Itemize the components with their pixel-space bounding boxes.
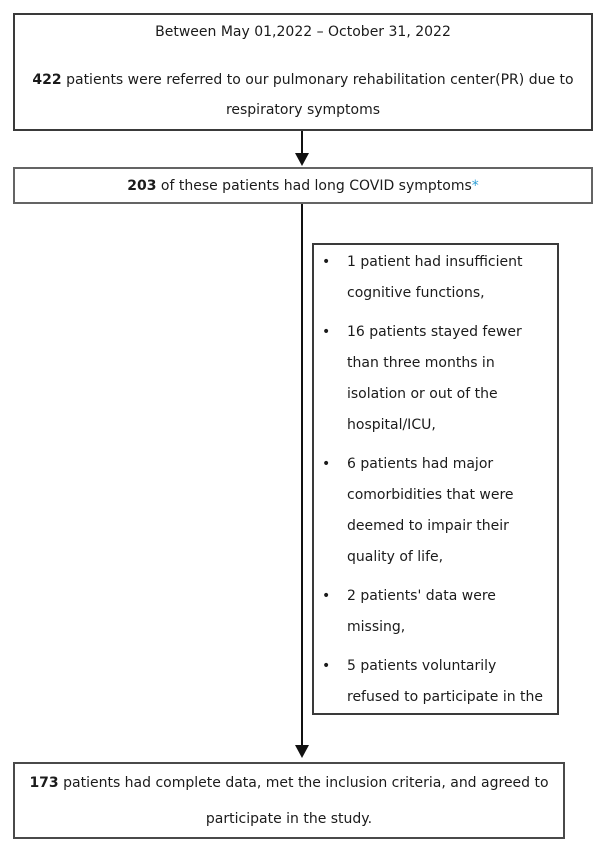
long-covid-box <box>13 167 593 204</box>
exclusion-item <box>314 651 549 713</box>
included-count: 173 <box>29 775 59 791</box>
bullet-icon: • <box>322 588 331 604</box>
exclusion-item <box>314 247 549 309</box>
date-range-text: Between May 01,2022 – October 31, 2022 <box>155 24 451 40</box>
bullet-icon: • <box>322 658 331 674</box>
exclusion-item-text: 1 patient had insufficient cognitive functions, <box>347 254 523 301</box>
connector-line-top <box>301 131 303 155</box>
long-covid-description-text: of these patients had long COVID symptoms <box>156 177 472 194</box>
exclusion-item-text: 2 patients' data were missing, <box>347 588 496 635</box>
long-covid-count: 203 <box>127 177 157 194</box>
footnote-asterisk: * <box>471 177 479 194</box>
included-patients-box <box>13 762 565 839</box>
referred-count: 422 <box>32 72 62 88</box>
long-covid-description <box>127 170 479 202</box>
bullet-icon: • <box>322 324 331 340</box>
arrow-down-icon <box>295 745 309 758</box>
exclusion-item-text: 6 patients had major comorbidities that were deemed to impair their quality of life, <box>347 456 514 565</box>
exclusion-item <box>314 449 549 573</box>
referred-description <box>19 65 587 125</box>
exclusion-item-text: 16 patients stayed fewer than three months in isolation or out of the hospital/ICU, <box>347 324 522 433</box>
included-description-text: patients had complete data, met the inclusion criteria, and agreed to participate in the study. <box>58 775 549 827</box>
connector-line-bottom <box>301 204 303 745</box>
bullet-icon: • <box>322 254 331 270</box>
arrow-down-icon <box>295 153 309 166</box>
referred-description-text: patients were referred to our pulmonary rehabilitation center(PR) due to respiratory symptoms <box>61 72 574 118</box>
bullet-icon: • <box>322 456 331 472</box>
exclusion-list <box>314 247 557 713</box>
exclusion-criteria-box <box>312 243 559 715</box>
exclusion-item <box>314 317 549 441</box>
referred-patients-box <box>13 13 593 131</box>
exclusion-item <box>314 581 549 643</box>
exclusion-item-text: 5 patients voluntarily refused to participate in the <box>347 658 544 705</box>
